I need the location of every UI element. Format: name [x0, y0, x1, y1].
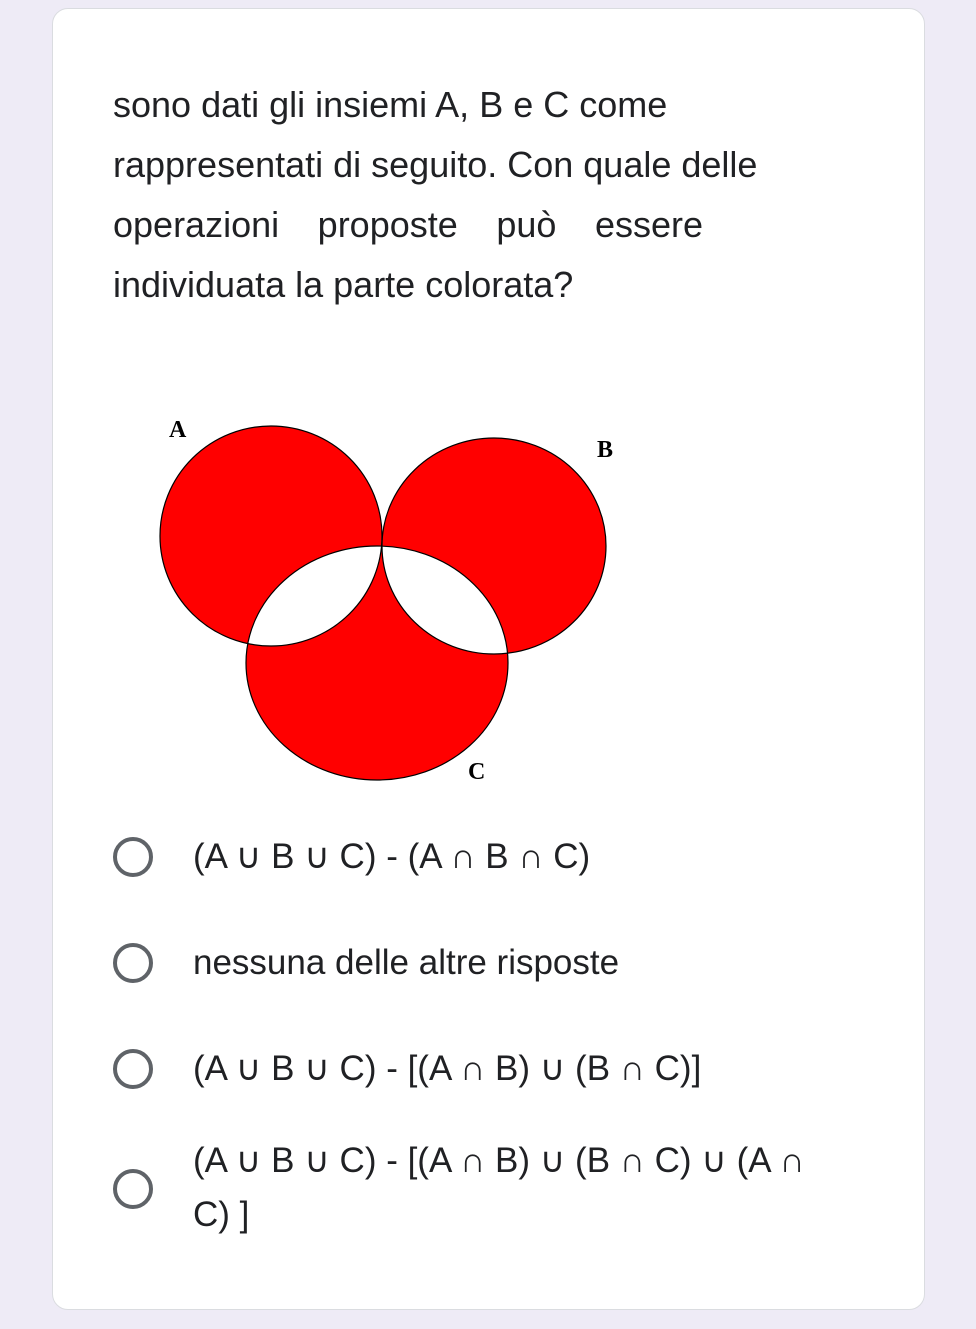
option-label: nessuna delle altre risposte [193, 943, 620, 982]
option-label-line2: C) ] [193, 1195, 250, 1234]
question-line: operazioni proposte può essere [113, 204, 703, 245]
label-a: A [169, 417, 187, 443]
option-3[interactable] [109, 1039, 869, 1099]
option-label: (A ∪ B ∪ C) - (A ∩ B ∩ C) [193, 837, 591, 876]
option-2[interactable] [109, 933, 869, 993]
question-line: rappresentati di seguito. Con quale delle [113, 144, 758, 185]
option-label: (A ∪ B ∪ C) - [(A ∩ B) ∪ (B ∩ C)] [193, 1049, 702, 1088]
question-line: individuata la parte colorata? [113, 264, 574, 305]
question-line: sono dati gli insiemi A, B e C come [113, 84, 668, 125]
radio-button[interactable] [113, 1169, 153, 1209]
radio-button[interactable] [113, 837, 153, 877]
question-text [113, 75, 843, 315]
label-c: C [468, 759, 486, 785]
venn-diagram [151, 401, 621, 791]
option-label-line1: (A ∪ B ∪ C) - [(A ∩ B) ∪ (B ∩ C) ∪ (A ∩ [193, 1141, 805, 1180]
label-b: B [597, 437, 614, 463]
radio-button[interactable] [113, 943, 153, 983]
option-1[interactable] [109, 827, 869, 887]
radio-button[interactable] [113, 1049, 153, 1089]
option-4[interactable] [109, 1135, 869, 1245]
venn-diagram-svg [151, 401, 621, 791]
question-card [52, 8, 925, 1310]
